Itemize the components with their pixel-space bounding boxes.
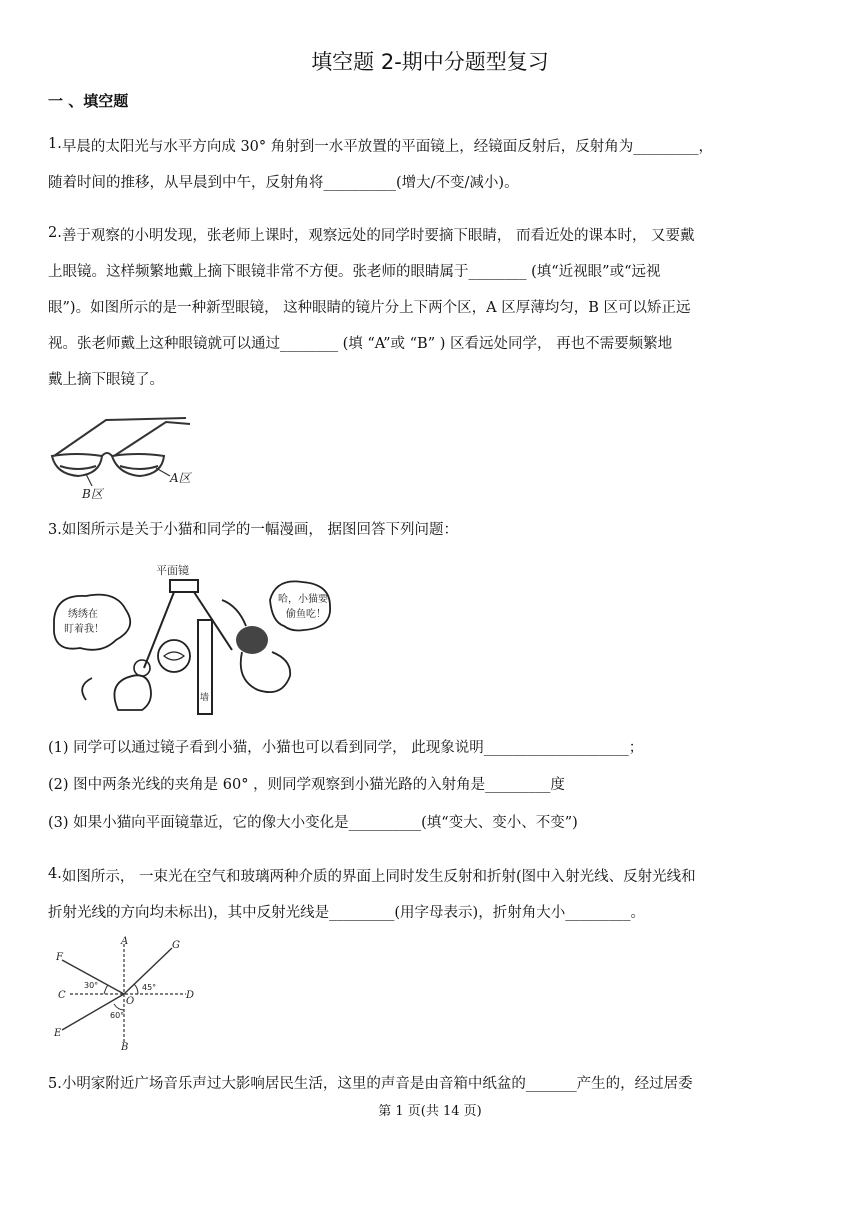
fish-bowl — [158, 640, 190, 672]
page-footer: 第 1 页(共 14 页) — [378, 1104, 482, 1119]
question-text-line: 眼”)。如图所示的是一种新型眼镜， 这种眼睛的镜片分上下两个区，A 区厚薄均匀，B 区可以矫正远 — [48, 300, 691, 316]
cat-mirror-cartoon — [46, 560, 346, 720]
mirror-label: 平面镜 — [156, 564, 189, 577]
label-F: F — [56, 952, 63, 963]
refraction-diagram — [48, 936, 198, 1052]
question-1 — [48, 126, 814, 201]
boy-bubble-line: 偷鱼吃！ — [286, 609, 326, 620]
cat-speech-bubble — [54, 595, 130, 650]
question-3-sub2: (2) 图中两条光线的夹角是 60° ，则同学观察到小猫光路的入射角是_________度 — [48, 777, 565, 793]
section-heading: 一 、填空题 — [48, 92, 129, 110]
angle-60-label: 60° — [110, 1011, 125, 1020]
cat-bubble-line: 绣绣在 — [68, 609, 98, 620]
question-3-sub1: (1) 同学可以通过镜子看到小猫，小猫也可以看到同学， 此现象说明____________________； — [48, 740, 644, 756]
question-number: 2. — [48, 225, 62, 241]
glasses-figure — [46, 412, 196, 502]
cat-bubble-line: 盯着我！ — [64, 624, 104, 635]
page-title: 填空题 2-期中分题型复习 — [311, 50, 549, 74]
label-A: A — [121, 936, 129, 947]
question-text-line: 戴上摘下眼镜了。 — [48, 372, 164, 388]
label-D: D — [186, 990, 195, 1001]
label-C: C — [58, 990, 66, 1001]
angle-45-label: 45° — [142, 983, 157, 992]
question-text-line: 善于观察的小明发现，张老师上课时，观察远处的同学时要摘下眼睛， 而看近处的课本时， 又要戴 — [61, 228, 695, 244]
question-5-line: 5.小明家附近广场音乐声过大影响居民生活，这里的声音是由音箱中纸盆的_______产生的，经过居委 — [48, 1076, 693, 1092]
angle-30-label: 30° — [84, 981, 99, 990]
boy-speech-bubble — [270, 581, 330, 630]
question-text-line: 视。张老师戴上这种眼镜就可以通过________ (填 “A”或 “B” ) 区看远处同学， 再也不需要频繁地 — [48, 336, 673, 352]
wall-label: 墙 — [200, 693, 210, 703]
question-text-line: 如图所示， 一束光在空气和玻璃两种介质的界面上同时发生反射和折射(图中入射光线、反射光线和 — [61, 869, 696, 885]
question-text-line: 折射光线的方向均未标出)，其中反射光线是_________(用字母表示)，折射角大小_________。 — [48, 905, 645, 921]
question-text-line: 上眼镜。这样频繁地戴上摘下眼镜非常不方便。张老师的眼睛属于________ (填“近视眼”或“远视 — [48, 264, 661, 280]
plane-mirror — [170, 580, 198, 592]
boy-bubble-line: 哈，小猫要 — [278, 594, 328, 605]
question-number: 4. — [48, 866, 62, 882]
label-E: E — [54, 1028, 62, 1039]
question-3-sub3: (3) 如果小猫向平面镜靠近，它的像大小变化是__________(填“变大、变小、不变”) — [48, 815, 578, 831]
label-G: G — [172, 940, 180, 951]
question-text-line: 早晨的太阳光与水平方向成 30° 角射到一水平放置的平面镜上，经镜面反射后，反射角为_________， — [61, 139, 714, 155]
cat — [114, 675, 151, 710]
boy — [236, 626, 268, 654]
question-number: 1. — [48, 136, 62, 152]
label-a-zone: A区 — [170, 471, 191, 485]
label-B: B — [121, 1042, 129, 1052]
question-4 — [48, 856, 814, 931]
label-b-zone: B区 — [82, 487, 103, 501]
question-text-line: 随着时间的推移，从早晨到中午，反射角将__________(增大/不变/减小)。 — [48, 175, 519, 191]
label-O: O — [126, 996, 135, 1007]
question-2 — [48, 215, 814, 398]
question-3-intro: 3.如图所示是关于小猫和同学的一幅漫画， 据图回答下列问题： — [48, 522, 458, 538]
